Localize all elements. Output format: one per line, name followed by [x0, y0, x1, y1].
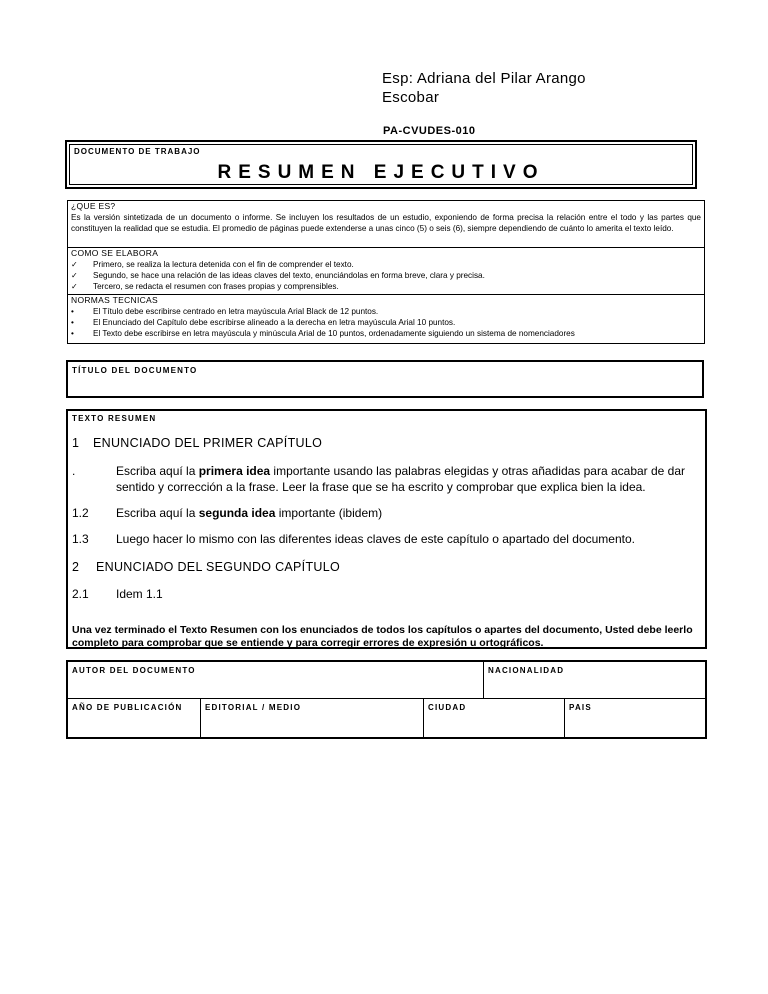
author-field-label: AUTOR DEL DOCUMENTO: [72, 666, 196, 675]
nationality-field-label: NACIONALIDAD: [488, 666, 565, 675]
list-item: • El Título debe escribirse centrado en letra mayúscula Arial Black de 12 puntos.: [71, 307, 379, 316]
idea-3-number: 1.3: [72, 532, 89, 546]
metadata-table: [66, 660, 707, 739]
idea-3-text: Luego hacer lo mismo con las diferentes ideas claves de este capítulo o apartado del documento.: [116, 532, 635, 546]
chapter-2-number: 2: [72, 560, 80, 574]
check-icon: ✓: [71, 260, 78, 269]
idea-1-number: .: [72, 464, 76, 478]
country-field[interactable]: [565, 699, 705, 737]
que-es-heading: ¿QUE ES?: [71, 201, 116, 211]
author-line-1: Esp: Adriana del Pilar Arango: [382, 70, 586, 87]
closing-note: Una vez terminado el Texto Resumen con los enunciados de todos los capítulos o apartes del documento, Usted debe leerlo completo para comprobar que se entiende y para corregir errores de expresión u ortográficos.: [72, 624, 693, 649]
info-box: [67, 200, 705, 344]
idea-4-number: 2.1: [72, 587, 89, 601]
author-field[interactable]: [68, 662, 484, 699]
publication-year-label: AÑO DE PUBLICACIÓN: [72, 703, 183, 712]
city-label: CIUDAD: [428, 703, 467, 712]
idea-2-text: Escriba aquí la segunda idea importante (ibidem): [116, 506, 383, 520]
summary-label: TEXTO RESUMEN: [72, 414, 157, 423]
bullet-icon: •: [71, 329, 74, 338]
document-code: PA-CVUDES-010: [383, 125, 476, 137]
list-item: ✓ Segundo, se hace una relación de las ideas claves del texto, enunciándolas en forma breve, clara y precisa.: [71, 271, 485, 280]
como-section: [68, 247, 704, 294]
normas-section: [68, 294, 704, 343]
list-item: ✓ Tercero, se redacta el resumen con frases propias y comprensibles.: [71, 282, 339, 291]
publisher-field[interactable]: [201, 699, 424, 737]
title-block: [65, 140, 697, 189]
nationality-field[interactable]: [484, 662, 705, 699]
document-title-field[interactable]: [66, 360, 704, 398]
list-item: • El Texto debe escribirse en letra mayúscula y minúscula Arial de 10 puntos, ordenadamente siguiendo un sistema de nomenciadores: [71, 329, 575, 338]
city-field[interactable]: [424, 699, 565, 737]
document-title-label: TÍTULO DEL DOCUMENTO: [72, 366, 198, 375]
bullet-icon: •: [71, 307, 74, 316]
bullet-icon: •: [71, 318, 74, 327]
chapter-2-title: ENUNCIADO DEL SEGUNDO CAPÍTULO: [96, 560, 340, 574]
list-item: • El Enunciado del Capítulo debe escribirse alineado a la derecha en letra mayúscula Arial 10 puntos.: [71, 318, 456, 327]
que-es-text: Es la versión sintetizada de un documento o informe. Se incluyen los resultados de un estudio, exponiendo de forma precisa la relación entre el todo y las partes que constituyen la realidad que se estudia. El promedio de páginas puede extenderse a unas cinco (5) o seis (6), siempre dependiendo de cuánto lo amerita el texto leído.: [71, 213, 701, 233]
document-type-label: DOCUMENTO DE TRABAJO: [74, 147, 201, 156]
check-icon: ✓: [71, 282, 78, 291]
idea-1-text: Escriba aquí la primera idea importante usando las palabras elegidas y otras añadidas para acabar de dar sentido y corrección a la frase. Leer la frase que se ha escrito y comprobar que explica bien la idea.: [116, 464, 686, 494]
idea-2-number: 1.2: [72, 506, 89, 520]
country-label: PAIS: [569, 703, 592, 712]
chapter-1-number: 1: [72, 436, 80, 450]
idea-4-text: Idem 1.1: [116, 587, 163, 601]
page-title: RESUMEN EJECUTIVO: [217, 162, 545, 183]
como-heading: COMO SE ELABORA: [71, 248, 159, 258]
que-es-section: [68, 201, 704, 247]
author-name: [382, 69, 586, 107]
publication-year-field[interactable]: [68, 699, 201, 737]
author-line-2: Escobar: [382, 89, 440, 106]
list-item: ✓ Primero, se realiza la lectura detenida con el fin de comprender el texto.: [71, 260, 354, 269]
summary-text-box: [66, 409, 707, 649]
publisher-label: EDITORIAL / MEDIO: [205, 703, 302, 712]
check-icon: ✓: [71, 271, 78, 280]
normas-heading: NORMAS TECNICAS: [71, 295, 158, 305]
chapter-1-title: ENUNCIADO DEL PRIMER CAPÍTULO: [93, 436, 323, 450]
